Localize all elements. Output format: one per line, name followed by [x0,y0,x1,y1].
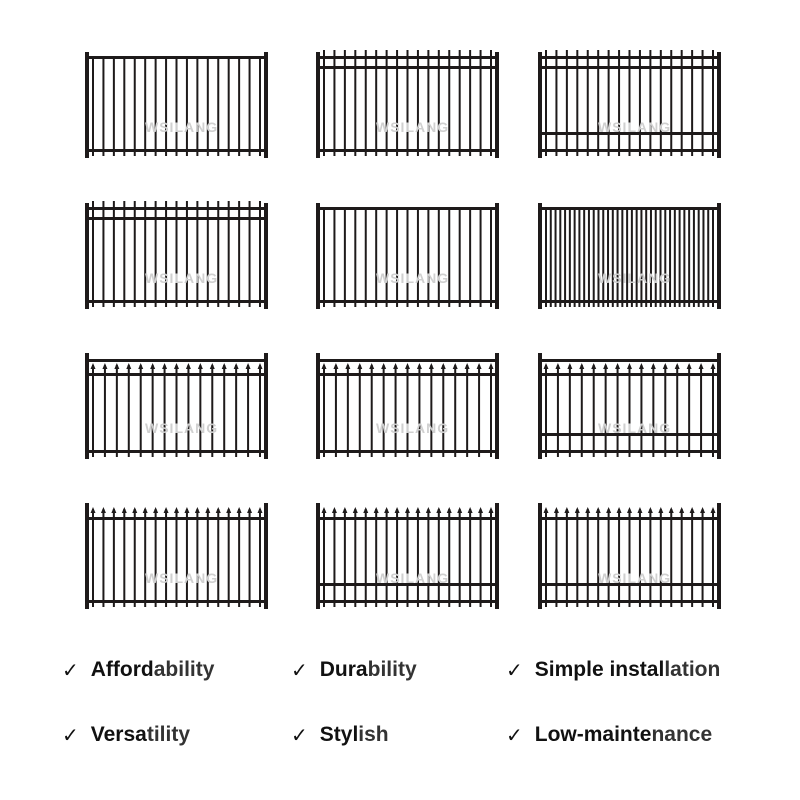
watermark-text: WSILANG [598,270,672,286]
spear-finial [164,507,169,513]
feature-label: Durability [319,658,417,681]
spear-finial [554,507,559,513]
spear-finial [353,507,358,513]
spear-finial [429,363,434,369]
spear-finial [369,363,374,369]
spear-finial [544,363,549,369]
check-icon: ✓ [62,723,79,747]
spear-finial [186,363,191,369]
spear-finial [101,507,106,513]
flush-top-panel [316,203,499,309]
spear-finial [363,507,368,513]
spear-finial [222,363,227,369]
spear-finial [210,363,215,369]
spear-top-panel [85,353,268,459]
feature-label: Simple installation [534,658,721,681]
spear-finial [111,507,116,513]
fence-post [264,353,268,459]
spear-finial [417,363,422,369]
spear-finial [132,507,137,513]
check-icon: ✓ [291,723,308,747]
spear-finial [468,507,473,513]
spear-finial [579,363,584,369]
spear-finial [606,507,611,513]
spear-finial [150,363,155,369]
fence-post [264,52,268,158]
spear-point-double-rail-panel [316,503,499,609]
spear-finial [457,507,462,513]
spear-finial [91,507,96,513]
spear-point-panel [85,503,268,609]
spear-finial [143,507,148,513]
spear-finial [247,507,252,513]
fence-post [495,203,499,309]
spear-finial [639,363,644,369]
top-rail [85,359,268,362]
feature-stylish [291,723,389,747]
feature-label: Versatility [90,723,190,746]
spear-finial [596,507,601,513]
spear-finial [393,363,398,369]
fence-post [85,52,89,158]
spear-finial [138,363,143,369]
spear-finial [237,507,242,513]
spear-finial [322,507,327,513]
overhang-flush-bottom-panel [85,201,268,309]
spear-finial [332,507,337,513]
watermark-text: WSILANG [145,270,219,286]
spear-finial [675,363,680,369]
feature-affordability [62,658,214,682]
spear-finial [174,507,179,513]
spear-finial [342,507,347,513]
feature-list [0,640,800,800]
flat-top-panel [85,52,268,158]
spear-finial [153,507,158,513]
spear-finial [102,363,107,369]
feature-low-maintenance [506,723,712,747]
watermark-text: WSILANG [376,270,450,286]
feature-durability [291,658,417,682]
spear-finial [465,363,470,369]
spear-finial [489,363,494,369]
feature-label: Low-maintenance [534,723,713,746]
feature-label: Stylish [319,723,389,746]
spear-finial [663,363,668,369]
spear-finial [477,363,482,369]
fence-post [538,353,542,459]
spear-finial [453,363,458,369]
feature-label: Affordability [90,658,215,681]
spear-finial [617,507,622,513]
overhang-double-rail-panel [538,50,721,158]
spear-finial [651,363,656,369]
spear-finial [122,507,127,513]
watermark-text: WSILANG [145,119,219,135]
spear-finial [381,363,386,369]
watermark-text: WSILANG [376,119,450,135]
fence-post [85,353,89,459]
spear-finial [174,363,179,369]
watermark-text: WSILANG [598,119,672,135]
spear-finial [575,507,580,513]
spear-finial [567,363,572,369]
spear-finial [478,507,483,513]
spear-finial [690,507,695,513]
spear-point-triple-rail-panel [538,503,721,609]
spear-finial [585,507,590,513]
spear-finial [544,507,549,513]
watermark-text: WSILANG [376,570,450,586]
spear-finial [591,363,596,369]
spear-finial [384,507,389,513]
spear-finial [322,363,327,369]
spear-finial [357,363,362,369]
fence-post [717,353,721,459]
spear-finial [426,507,431,513]
spear-finial [184,507,189,513]
spear-finial [162,363,167,369]
top-rail [538,359,721,362]
spear-finial [711,507,716,513]
spear-finial [711,363,716,369]
spear-finial [687,363,692,369]
spear-finial [627,363,632,369]
spear-finial [234,363,239,369]
spear-finial [216,507,221,513]
spear-finial [700,507,705,513]
fence-post [717,203,721,309]
spear-finial [126,363,131,369]
spear-finial [374,507,379,513]
check-icon: ✓ [62,658,79,682]
spear-finial [114,363,119,369]
spear-finial [648,507,653,513]
spear-finial [405,507,410,513]
spear-finial [415,507,420,513]
watermark-text: WSILANG [598,570,672,586]
spear-finial [333,363,338,369]
spear-finial [555,363,560,369]
top-rail [316,359,499,362]
spear-finial [489,507,494,513]
feature-simple-installation [506,658,720,682]
spear-finial [246,363,251,369]
overhang-flat-panel [316,50,499,158]
spear-finial [91,363,96,369]
spear-finial [637,507,642,513]
watermark-text: WSILANG [145,420,219,436]
spear-finial [258,363,263,369]
watermark-text: WSILANG [376,420,450,436]
watermark-text: WSILANG [145,570,219,586]
spear-finial [205,507,210,513]
fence-post [538,203,542,309]
spear-finial [226,507,231,513]
spear-finial [258,507,263,513]
spear-finial [447,507,452,513]
spear-finial [195,507,200,513]
spear-top-panel-2 [316,353,499,459]
spear-finial [436,507,441,513]
dense-picket-panel [538,203,721,309]
spear-finial [441,363,446,369]
fence-post [495,353,499,459]
spear-top-mid-rail-panel [538,353,721,459]
spear-finial [658,507,663,513]
spear-finial [564,507,569,513]
fence-post [316,353,320,459]
spear-finial [627,507,632,513]
feature-versatility [62,723,190,747]
spear-finial [395,507,400,513]
spear-finial [679,507,684,513]
spear-finial [615,363,620,369]
spear-finial [669,507,674,513]
check-icon: ✓ [506,723,523,747]
spear-finial [699,363,704,369]
spear-finial [198,363,203,369]
spear-finial [603,363,608,369]
spear-finial [405,363,410,369]
fence-post [316,203,320,309]
watermark-text: WSILANG [598,420,672,436]
spear-finial [345,363,350,369]
check-icon: ✓ [506,658,523,682]
check-icon: ✓ [291,658,308,682]
